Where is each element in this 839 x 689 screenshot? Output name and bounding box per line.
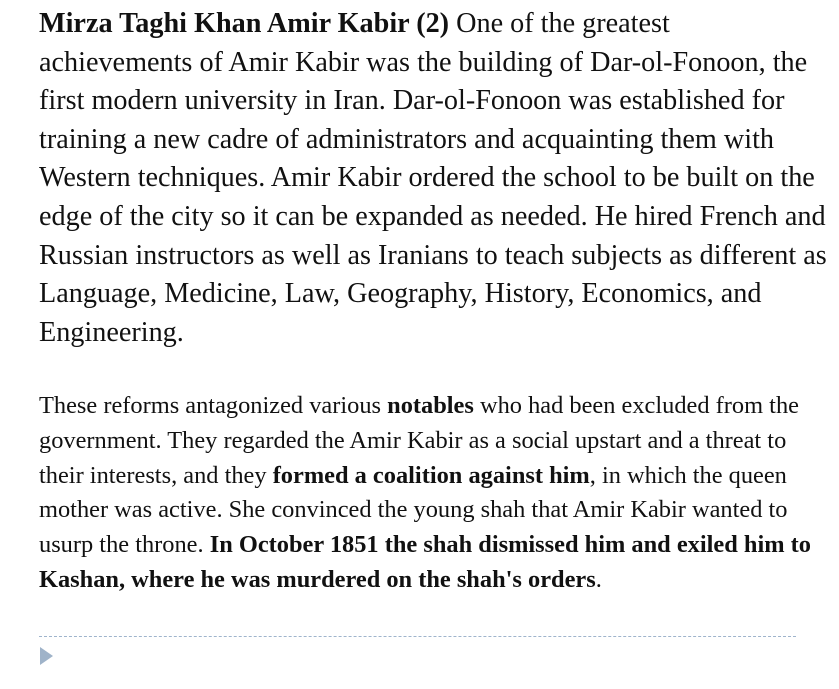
triangle-bullet-icon bbox=[40, 647, 53, 665]
paragraph-dar-ol-fonoon bbox=[39, 5, 829, 352]
paragraph2-bold-notables: notables bbox=[387, 392, 474, 419]
paragraph2-text-3: , in which the queen mother was active. She convinced the young shah that Amir Kabir wanted to usurp the throne. bbox=[39, 461, 788, 559]
dashed-divider bbox=[39, 636, 796, 637]
paragraph2-text-4: . bbox=[595, 565, 602, 593]
paragraph2-bold-dismissal: In October 1851 the shah dismissed him and exiled him to Kashan, where he was murdered on the shah's orders bbox=[39, 531, 811, 593]
paragraph-reforms bbox=[39, 389, 834, 598]
paragraph2-text-2: who had been excluded from the government. They regarded the Amir Kabir as a social upstart and a threat to their interests, and they bbox=[39, 392, 799, 489]
slide-title: Mirza Taghi Khan Amir Kabir (2) bbox=[39, 8, 450, 39]
paragraph2-text-1: These reforms antagonized various bbox=[39, 392, 388, 419]
paragraph2-bold-coalition: formed a coalition against him bbox=[272, 461, 590, 489]
paragraph1-text: One of the greatest achievements of Amir Kabir was the building of Dar-ol-Fonoon, the first modern university in Iran. Dar-ol-Fonoon was established for training a new cadre of administrators and acquainting them with Western techniques. Amir Kabir ordered the school to be built on the edge of the city so it can be expanded as needed. He hired French and Russian instructors as well as Iranians to teach subjects as different as Language, Medicine, Law, Geography, History, Economics, and Engineering. bbox=[39, 8, 827, 348]
